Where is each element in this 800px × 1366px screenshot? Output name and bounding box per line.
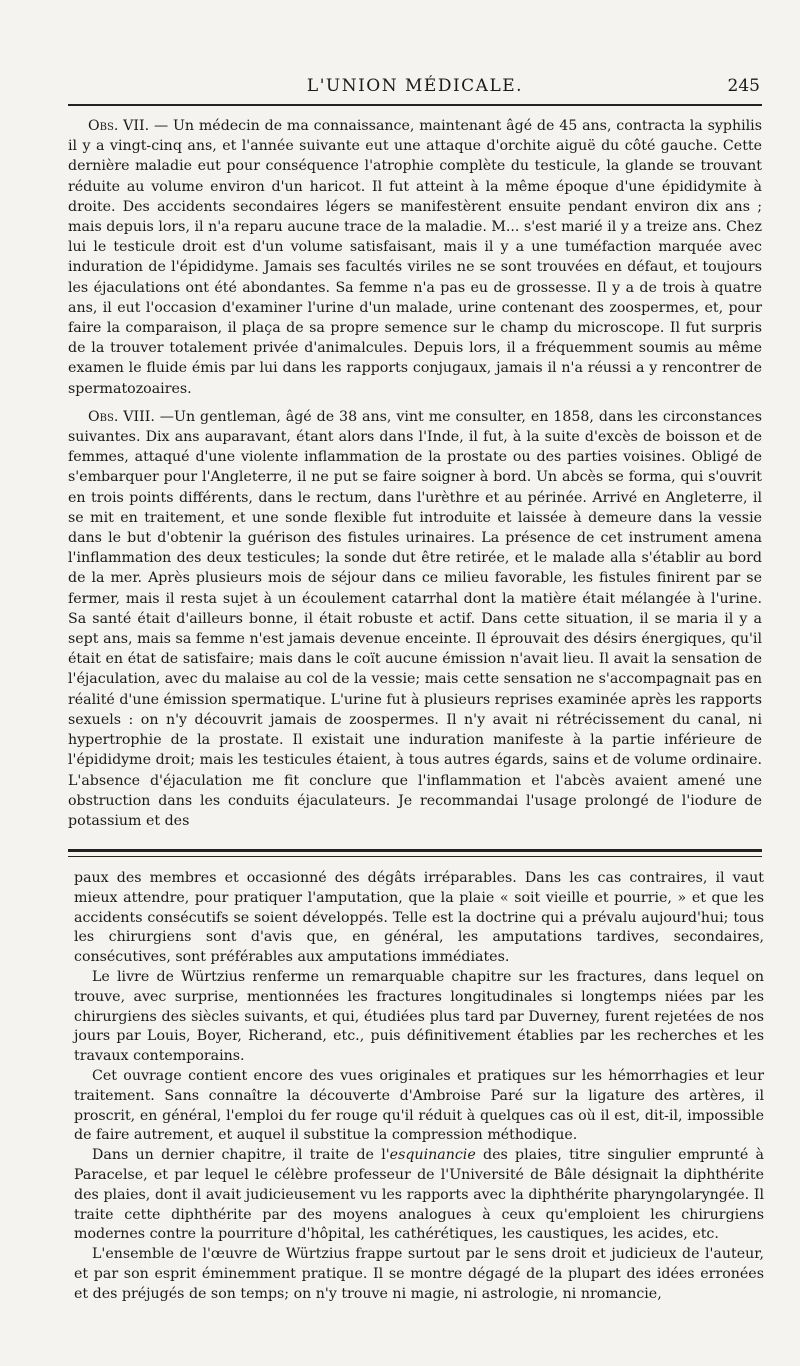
observation-8 xyxy=(68,407,762,831)
text-span: Dans un dernier chapitre, il traite de l' xyxy=(92,1147,390,1164)
paragraph: Cet ouvrage contient encore des vues originales et pratiques sur les hémorrhagies et leur traitement. Sans connaître la découverte d'Ambroise Paré sur la ligature des artères, il proscrit, en général, l'emploi du fer rouge qu'il réduit à quelques cas où il est, dit-il, impossible de faire autrement, et auquel il substitue la compression méthodique. xyxy=(74,1067,764,1144)
page-number: 245 xyxy=(727,76,760,96)
observation-label: Obs. VII. xyxy=(88,118,150,134)
observation-label: Obs. VIII. xyxy=(88,408,155,425)
paragraph xyxy=(74,1146,764,1245)
observation-text: — Un médecin de ma connaissance, maintenant âgé de 45 ans, contracta la syphilis il y a vingt-cinq ans, et l'année suivante eut une attaque d'orchite aiguë du côté gauche. Cette dernière maladie eut pour conséquence l'atrophie complète du testicule, la glande se trouvant réduite au volume environ d'un haricot. Il fut atteint à la même époque d'une épididymite à droite. Des accidents secondaires légers se manifestèrent ensuite pendant environ dix ans ; mais depuis lors, il n'a reparu aucune trace de la maladie. M... s'est marié il y a treize ans. Chez lui le testicule droit est d'un volume satisfaisant, mais il y a une tuméfaction marquée avec induration de l'épididyme. Jamais ses facultés viriles ne se sont trouvées en défaut, et toujours les éjaculations ont été abondantes. Sa femme n'a pas eu de grossesse. Il y a de trois à quatre ans, il eut l'occasion d'examiner l'urine d'un malade, urine contenant des zoospermes, et, pour faire la comparaison, il plaça de sa propre semence sur le champ du microscope. Il fut surpris de la trouver totalement privée d'animalcules. Depuis lors, il a fréquemment soumis au même examen le fluide émis par lui dans les rapports conjugaux, jamais il n'a réussi a y rencontrer de spermatozoaires. xyxy=(68,118,762,397)
upper-section xyxy=(68,116,762,839)
paragraph: Le livre de Würtzius renferme un remarquable chapitre sur les fractures, dans lequel on trouve, avec surprise, mentionnées les fractures longitudinales si longtemps niées par les chirurgiens des siècles suivants, et qui, étudiées plus tard par Duverney, furent rejetées de nos jours par Louis, Boyer, Richerand, etc., puis définitivement établies par les recherches et les travaux contemporains. xyxy=(74,968,764,1065)
section-divider xyxy=(68,849,762,857)
paragraph: L'ensemble de l'œuvre de Würtzius frappe surtout par le sens droit et judicieux de l'auteur, et par son esprit éminemment pratique. Il se montre dégagé de la plupart des idées erronées et des préjugés de son temps; on n'y trouve ni magie, ni astrologie, ni nromancie, xyxy=(74,1246,764,1302)
text-span: des plaies, titre singulier emprunté à Paracelse, et par lequel le célèbre professeur de l'Université de Bâle désignait la diphthérite des plaies, dont il avait judicieusement vu les rapports avec la diphthérite pharyngolaryngée. Il traite cette diphthérite par des moyens analogues à ceux qu'emploient les chirurgiens modernes contre la pourriture d'hôpital, les cathérétiques, les caustiques, les acides, etc. xyxy=(74,1147,765,1243)
running-head xyxy=(70,76,760,98)
observation-text: —Un gentleman, âgé de 38 ans, vint me consulter, en 1858, dans les circonstances suivantes. Dix ans auparavant, étant alors dans l'Inde, il fut, à la suite d'excès de boisson et de femmes, attaqué d'une violente inflammation de la prostate ou des parties voisines. Obligé de s'embarquer pour l'Angleterre, il ne put se faire soigner à bord. Un abcès se forma, qui s'ouvrit en trois points différents, dans le rectum, dans l'urèthre et au périnée. Arrivé en Angleterre, il se mit en traitement, et une sonde flexible fut introduite et laissée à demeure dans la vessie dans le but d'obtenir la guérison des fistules urinaires. La présence de cet instrument amena l'inflammation des deux testicules; la sonde dut être retirée, et le malade alla s'établir au bord de la mer. Après plusieurs mois de séjour dans ce milieu favorable, les fistules finirent par se fermer, mais il resta sujet à un écoulement catarrhal dont la matière était mélangée à l'urine. Sa santé était d'ailleurs bonne, il était robuste et actif. Dans cette situation, il se maria il y a sept ans, mais sa femme n'est jamais devenue enceinte. Il éprouvait des désirs énergiques, qu'il était en état de satisfaire; mais dans le coït aucune émission n'avait lieu. Il avait la sensation de l'éjaculation, avec du malaise au col de la vessie; mais cette sensation ne s'accompagnait pas en réalité d'une émission spermatique. L'urine fut à plusieurs reprises examinée après les rapports sexuels : on n'y découvrit jamais de zoospermes. Il n'y avait ni rétrécissement du canal, ni hypertrophie de la prostate. Il existait une induration manifeste à la partie inférieure de l'épididyme droit; mais les testicules étaient, à tous autres égards, sains et de volume ordinaire. L'absence d'éjaculation me fit conclure que l'inflammation et l'abcès avaient amené une obstruction dans les conduits éjaculateurs. Je recommandai l'usage prolongé de l'iodure de potassium et des xyxy=(68,408,762,829)
italic-term: esquinancie xyxy=(389,1147,476,1164)
header-rule xyxy=(68,104,762,106)
lower-section xyxy=(74,869,764,1305)
observation-7 xyxy=(68,116,762,399)
paragraph: paux des membres et occasionné des dégâts irréparables. Dans les cas contraires, il vaut mieux attendre, pour pratiquer l'amputation, que la plaie « soit vieille et pourrie, » et que les accidents consécutifs se soient développés. Telle est la doctrine qui a prévalu aujourd'hui; tous les chirurgiens sont d'avis que, en général, les amputations tardives, secondaires, consécutives, sont préférables aux amputations immédiates. xyxy=(74,870,764,966)
journal-title: L'UNION MÉDICALE. xyxy=(306,76,524,96)
